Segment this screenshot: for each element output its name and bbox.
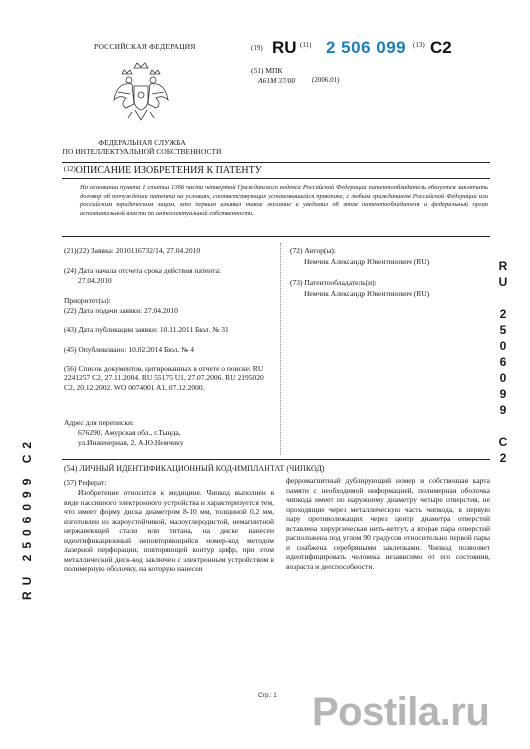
side-char: 6 (499, 355, 507, 369)
field-owner-label: (73) Патентообладатель(и): (290, 278, 377, 287)
address-label: Адрес для переписки: (64, 418, 135, 427)
divider-top (62, 162, 490, 163)
side-patent-number-left: RU 2506099 C2 (20, 435, 34, 600)
abstract-left-text: Изобретение относится к медицине. Чипкод выполнен в виде пассивного электронного устройства и характеризуется тем, что имеет форму диска диаметром 8-10 мм, толщиной 0,2 мм, изготовлен из жароустойчивой, малоуглеродистой, немагнитной нержавеющей стали или титана, на диске нанесен идентификационный неповторяющийся номер-код методом лазерной перфорации, повторяющей контур цифр, при этом металлический диск-код заключен с электронным устройством в полимерную оболочку, на которую нанесен (64, 488, 274, 573)
field-publication: (43) Дата публикации заявки: 10.11.2011 Бюл. № 31 (64, 325, 229, 334)
patent-number: 2 506 099 (326, 38, 407, 57)
side-char: 5 (499, 323, 507, 337)
cited-label: (56) Список документов, цитированных в отчете о поиске: (64, 364, 251, 373)
field-priority-label: Приоритет(ы): (64, 296, 111, 305)
field-code-19: (19) (251, 44, 263, 52)
abstract-column-left (64, 488, 274, 574)
document-title-text: ОПИСАНИЕ ИЗОБРЕТЕНИЯ К ПАТЕНТУ (75, 165, 262, 176)
field-cited-documents (64, 364, 276, 392)
agency-name (62, 138, 222, 156)
abstract-label: (57) Реферат: (64, 478, 107, 487)
address-line-1: 676290, Амурская обл., г.Тында, (78, 428, 181, 437)
legal-notice: На основании пункта 1 статьи 1366 части четвертой Гражданского кодекса Российской Федерации патентообладатель обязуется заключить договор об отчуждении патента на условиях, соответствующих установившейся практике, с любым гражданином Российской Федерации или российским юридическим лицом, кто первым изъявил такое желание и уведомил об этом патентообладателя и федеральный орган исполнительной власти по интеллектуальной собственности. (80, 184, 488, 217)
document-title (64, 165, 262, 176)
agency-line-2: ПО ИНТЕЛЛЕКТУАЛЬНОЙ СОБСТВЕННОСТИ (62, 147, 222, 156)
field-code-13: (13) (413, 41, 425, 49)
country-name: РОССИЙСКАЯ ФЕДЕРАЦИЯ (94, 42, 196, 51)
page-number: Стр.: 1 (258, 693, 277, 699)
mpk-class: A61M 37/00 (258, 76, 296, 85)
cited-value: RU 2241257 C2, 27.11.2004. RU 55175 U1, 27.07.2006. RU 2195020 C2, 20.12.2002. WO 0074001 A1, 07.12.2000. (64, 364, 264, 392)
side-char: 0 (499, 339, 507, 353)
document-title-code: (12) (64, 165, 76, 173)
coat-of-arms-emblem (112, 60, 170, 126)
side-char: 0 (499, 371, 507, 385)
side-patent-number-right (495, 258, 511, 466)
mpk-version: (2006.01) (312, 76, 340, 84)
divider-notice (62, 236, 490, 237)
field-start-date-value: 27.04.2010 (78, 276, 112, 285)
watermark-logo: Postila.ru (312, 690, 490, 734)
mpk-label: (51) МПК (251, 66, 283, 75)
side-char: U (498, 275, 508, 289)
side-char: 9 (499, 403, 507, 417)
field-author-value: Немчик Александр Ювентинович (RU) (304, 257, 430, 266)
side-char: 9 (499, 387, 507, 401)
country-code: RU (272, 38, 297, 57)
side-char: R (498, 259, 508, 273)
side-char: 2 (499, 451, 507, 465)
field-code-11: (11) (300, 41, 312, 49)
address-line-2: ул.Инженерная, 2, А.Ю.Немчику (78, 438, 184, 447)
field-owner-value: Немчик Александр Ювентинович (RU) (304, 289, 430, 298)
field-start-date-label: (24) Дата начала отсчета срока действия патента: (64, 266, 221, 275)
side-char: C (498, 435, 508, 449)
field-published: (45) Опубликовано: 10.02.2014 Бюл. № 4 (64, 345, 194, 354)
field-application: (21)(22) Заявка: 2010116732/14, 27.04.2010 (64, 246, 201, 255)
field-author-label: (72) Автор(ы): (290, 246, 336, 255)
side-char (495, 290, 511, 306)
abstract-column-right: ферромагнитный дублирующий номер и собственная карта памяти с необходимой информацией, полимерная оболочка чипкода имеет по наружному диаметру четыре отверстия, не проходящие через металлическую часть чипкода, в первую пару противолежащих через центр диаметра отверстий вставлена хирургическая нить-кетгут, а вторая пара отверстий расположена под углом 90 градусов относительно первой пары и снабжена серебряными заклепками. Чипкод позволяет идентифицировать человека независимо от его состояния, возраста и дееспособности. (286, 476, 490, 571)
divider-invention-title (62, 459, 490, 460)
invention-title: (54) ЛИЧНЫЙ ИДЕНТИФИКАЦИОННЫЙ КОД-ИМПЛАНТАТ (ЧИПКОД) (64, 464, 325, 473)
kind-code: C2 (430, 38, 452, 57)
field-filing-date: (22) Дата подачи заявки: 27.04.2010 (64, 306, 178, 315)
side-char (495, 418, 511, 434)
divider-title (62, 178, 490, 179)
agency-line-1: ФЕДЕРАЛЬНАЯ СЛУЖБА (98, 138, 186, 147)
column-separator (280, 243, 281, 455)
side-char: 2 (499, 307, 507, 321)
